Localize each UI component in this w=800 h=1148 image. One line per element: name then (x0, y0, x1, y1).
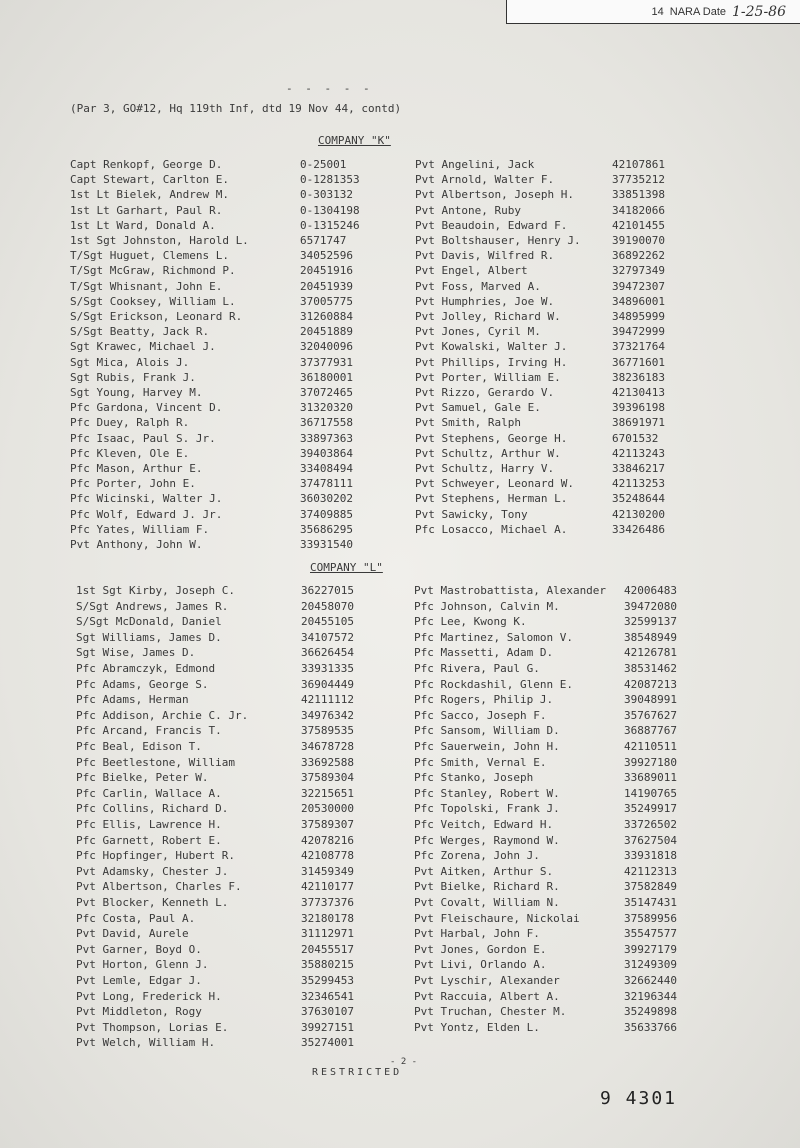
soldier-name: Pfc Gardona, Vincent D. (70, 401, 223, 415)
roster-row (0, 280, 800, 293)
soldier-name: Pvt Stephens, Herman L. (415, 492, 568, 506)
soldier-name: Pvt Schweyer, Leonard W. (415, 477, 574, 491)
roster-row (0, 912, 800, 925)
serial-number: 36227015 (301, 584, 354, 597)
roster-row (0, 724, 800, 737)
soldier-name: S/Sgt McDonald, Daniel (76, 615, 222, 629)
soldier-name: Pfc Beetlestone, William (76, 755, 235, 769)
serial-number: 37582849 (624, 880, 677, 894)
roster-row (0, 958, 800, 971)
serial-number: 34107572 (301, 630, 354, 644)
roster-row (0, 508, 800, 521)
soldier-name: 1st Sgt Kirby, Joseph C. (76, 584, 235, 597)
company-k-title: COMPANY "K" (318, 134, 391, 147)
roster-row (0, 631, 800, 644)
soldier-name: Pvt Truchan, Chester M. (414, 1005, 567, 1019)
soldier-name: Pvt Yontz, Elden L. (414, 1020, 540, 1034)
soldier-name: Pvt David, Aurele (76, 927, 189, 941)
soldier-name: Pfc Johnson, Calvin M. (414, 599, 560, 613)
document-number: 9 4301 (600, 1088, 678, 1109)
soldier-name: Pvt Humphries, Joe W. (415, 294, 555, 308)
roster-row (0, 295, 800, 308)
serial-number: 35299453 (301, 974, 354, 987)
serial-number: 39472307 (612, 279, 665, 293)
serial-number: 37589956 (624, 911, 677, 925)
roster-row (0, 386, 800, 399)
roster-row (0, 416, 800, 429)
soldier-name: Pvt Horton, Glenn J. (76, 958, 209, 972)
soldier-name: Pfc Arcand, Francis T. (76, 724, 222, 738)
roster-row (0, 432, 800, 445)
roster-row (0, 771, 800, 784)
soldier-name: Pvt Arnold, Walter F. (415, 173, 555, 187)
serial-number: 35249898 (624, 1005, 677, 1019)
roster-row (0, 462, 800, 475)
serial-number: 0-1304198 (300, 203, 360, 217)
roster-row (0, 927, 800, 940)
roster-row (0, 662, 800, 675)
roster-row (0, 834, 800, 847)
serial-number: 42087213 (624, 677, 677, 691)
soldier-name: Pfc Wolf, Edward J. Jr. (70, 507, 223, 521)
roster-row (0, 492, 800, 505)
soldier-name: Pfc Addison, Archie C. Jr. (76, 708, 249, 722)
serial-number: 32040096 (300, 340, 353, 354)
soldier-name: Pvt Fleischaure, Nickolai (414, 911, 580, 925)
soldier-name: Sgt Mica, Alois J. (70, 355, 190, 369)
roster-row (0, 865, 800, 878)
document-header: (Par 3, GO#12, Hq 119th Inf, dtd 19 Nov 44, contd) (70, 102, 402, 115)
soldier-name: Pvt Mastrobattista, Alexander (414, 584, 607, 597)
roster-row (0, 896, 800, 909)
roster-row (0, 219, 800, 232)
soldier-name: Capt Renkopf, George D. (70, 158, 223, 171)
soldier-name: Pfc Beal, Edison T. (76, 740, 202, 753)
roster-row (0, 447, 800, 460)
serial-number: 0-1315246 (300, 218, 360, 232)
soldier-name: Pvt Sawicky, Tony (415, 507, 528, 521)
serial-number: 36887767 (624, 724, 677, 738)
soldier-name: Pvt Welch, William H. (76, 1036, 216, 1050)
serial-number: 33408494 (300, 462, 353, 475)
roster-row (0, 234, 800, 247)
serial-number: 0-303132 (300, 188, 353, 202)
soldier-name: Pfc Ellis, Lawrence H. (76, 818, 222, 831)
soldier-name: Pvt Engel, Albert (415, 264, 528, 278)
soldier-name: Pvt Bielke, Richard R. (414, 880, 560, 894)
serial-number: 42101455 (612, 218, 665, 232)
roster-row (0, 787, 800, 800)
roster-row (0, 849, 800, 862)
serial-number: 35767627 (624, 708, 677, 722)
roster-row (0, 173, 800, 186)
serial-number: 0-1281353 (300, 173, 360, 187)
roster-row (0, 756, 800, 769)
serial-number: 35547577 (624, 927, 677, 941)
serial-number: 37321764 (612, 340, 665, 354)
serial-number: 33897363 (300, 431, 353, 445)
serial-number: 37478111 (300, 477, 353, 491)
roster-row (0, 325, 800, 338)
soldier-name: Pfc Martinez, Salomon V. (414, 630, 573, 644)
serial-number: 20451889 (300, 325, 353, 339)
soldier-name: Pvt Albertson, Joseph H. (415, 188, 574, 202)
serial-number: 0-25001 (300, 158, 347, 171)
soldier-name: T/Sgt Huguet, Clemens L. (70, 249, 229, 263)
serial-number: 33426486 (612, 522, 665, 536)
serial-number: 34895999 (612, 310, 665, 323)
soldier-name: Pfc Lee, Kwong K. (414, 615, 527, 629)
soldier-name: Pvt Thompson, Lorias E. (76, 1020, 229, 1034)
serial-number: 39927180 (624, 755, 677, 769)
soldier-name: Pvt Garner, Boyd O. (76, 942, 202, 956)
soldier-name: Pvt Harbal, John F. (414, 927, 540, 941)
serial-number: 36904449 (301, 677, 354, 691)
serial-number: 42110177 (301, 880, 354, 894)
serial-number: 35686295 (300, 522, 353, 536)
roster-row (0, 249, 800, 262)
serial-number: 37630107 (301, 1005, 354, 1019)
soldier-name: Pvt Anthony, John W. (70, 538, 203, 551)
serial-number: 31459349 (301, 864, 354, 878)
serial-number: 14190765 (624, 786, 677, 800)
soldier-name: Pfc Topolski, Frank J. (414, 802, 560, 816)
soldier-name: Pfc Bielke, Peter W. (76, 771, 209, 785)
soldier-name: Pfc Wicinski, Walter J. (70, 492, 223, 506)
roster-row (0, 974, 800, 987)
roster-row (0, 401, 800, 414)
serial-number: 42110511 (624, 740, 677, 753)
serial-number: 36030202 (300, 492, 353, 506)
serial-number: 36717558 (300, 416, 353, 430)
roster-row (0, 188, 800, 201)
roster-row (0, 990, 800, 1003)
soldier-name: Pfc Rockdashil, Glenn E. (414, 677, 573, 691)
serial-number: 37735212 (612, 173, 665, 187)
serial-number: 42112313 (624, 864, 677, 878)
roster-row (0, 1021, 800, 1034)
serial-number: 33851398 (612, 188, 665, 202)
soldier-name: Pvt Jones, Gordon E. (414, 942, 547, 956)
serial-number: 42107861 (612, 158, 665, 171)
roster-row (0, 523, 800, 536)
serial-number: 35248644 (612, 492, 665, 506)
serial-number: 32599137 (624, 615, 677, 629)
soldier-name: Pvt Livi, Orlando A. (414, 958, 547, 972)
soldier-name: Pvt Albertson, Charles F. (76, 880, 242, 894)
serial-number: 36771601 (612, 355, 665, 369)
serial-number: 37409885 (300, 507, 353, 521)
soldier-name: Pfc Adams, George S. (76, 677, 209, 691)
soldier-name: Pvt Middleton, Rogy (76, 1005, 202, 1019)
serial-number: 34052596 (300, 249, 353, 263)
serial-number: 32662440 (624, 974, 677, 987)
roster-row (0, 678, 800, 691)
soldier-name: Pvt Jolley, Richard W. (415, 310, 561, 323)
soldier-name: Pvt Schultz, Arthur W. (415, 446, 561, 460)
soldier-name: Pfc Veitch, Edward H. (414, 818, 554, 831)
soldier-name: Pfc Adams, Herman (76, 693, 189, 707)
serial-number: 37589307 (301, 818, 354, 831)
soldier-name: Pfc Rivera, Paul G. (414, 662, 540, 675)
serial-number: 42108778 (301, 849, 354, 863)
serial-number: 38236183 (612, 370, 665, 384)
soldier-name: Pvt Lemle, Edgar J. (76, 974, 202, 987)
soldier-name: Pfc Massetti, Adam D. (414, 646, 554, 660)
soldier-name: Pfc Stanley, Robert W. (414, 786, 560, 800)
serial-number: 37737376 (301, 896, 354, 909)
serial-number: 35147431 (624, 896, 677, 909)
roster-row (0, 340, 800, 353)
serial-number: 34976342 (301, 708, 354, 722)
soldier-name: Pfc Sauerwein, John H. (414, 740, 560, 753)
serial-number: 42113253 (612, 477, 665, 491)
roster-row (0, 615, 800, 628)
soldier-name: Pvt Samuel, Gale E. (415, 401, 541, 415)
serial-number: 33931335 (301, 662, 354, 675)
serial-number: 42113243 (612, 446, 665, 460)
soldier-name: Sgt Krawec, Michael J. (70, 340, 216, 354)
soldier-name: Pvt Beaudoin, Edward F. (415, 218, 568, 232)
serial-number: 31112971 (301, 927, 354, 941)
soldier-name: Pvt Boltshauser, Henry J. (415, 234, 581, 247)
roster-row (0, 880, 800, 893)
serial-number: 34896001 (612, 294, 665, 308)
soldier-name: Pvt Phillips, Irving H. (415, 355, 568, 369)
stamp-label: NARA Date (669, 5, 726, 18)
serial-number: 39472080 (624, 599, 677, 613)
serial-number: 39396198 (612, 401, 665, 415)
serial-number: 42126781 (624, 646, 677, 660)
roster-row (0, 646, 800, 659)
header-dashes: - - - - - (286, 82, 373, 95)
serial-number: 35880215 (301, 958, 354, 972)
roster-row (0, 802, 800, 815)
roster-row (0, 693, 800, 706)
soldier-name: Pvt Stephens, George H. (415, 431, 568, 445)
serial-number: 39927179 (624, 942, 677, 956)
serial-number: 35274001 (301, 1036, 354, 1050)
serial-number: 42130413 (612, 386, 665, 399)
soldier-name: T/Sgt McGraw, Richmond P. (70, 264, 236, 278)
serial-number: 39048991 (624, 693, 677, 707)
roster-row (0, 538, 800, 551)
soldier-name: Pfc Zorena, John J. (414, 849, 540, 863)
serial-number: 33692588 (301, 755, 354, 769)
serial-number: 33846217 (612, 462, 665, 475)
roster-row (0, 310, 800, 323)
serial-number: 42078216 (301, 833, 354, 847)
soldier-name: S/Sgt Beatty, Jack R. (70, 325, 210, 339)
soldier-name: Pfc Losacco, Michael A. (415, 522, 568, 536)
serial-number: 20451939 (300, 279, 353, 293)
soldier-name: 1st Lt Ward, Donald A. (70, 218, 216, 232)
serial-number: 6571747 (300, 234, 347, 247)
soldier-name: Pfc Werges, Raymond W. (414, 833, 560, 847)
serial-number: 20530000 (301, 802, 354, 816)
serial-number: 39403864 (300, 446, 353, 460)
roster-row (0, 356, 800, 369)
soldier-name: 1st Sgt Johnston, Harold L. (70, 234, 249, 247)
roster-row (0, 600, 800, 613)
soldier-name: S/Sgt Erickson, Leonard R. (70, 310, 243, 323)
soldier-name: Sgt Wise, James D. (76, 646, 196, 660)
serial-number: 31249309 (624, 958, 677, 972)
serial-number: 33931818 (624, 849, 677, 863)
serial-number: 33931540 (300, 538, 353, 551)
soldier-name: Pfc Stanko, Joseph (414, 771, 534, 785)
soldier-name: Pfc Yates, William F. (70, 522, 210, 536)
soldier-name: Pvt Porter, William E. (415, 370, 561, 384)
soldier-name: Pfc Hopfinger, Hubert R. (76, 849, 235, 863)
soldier-name: Pfc Rogers, Philip J. (414, 693, 554, 707)
soldier-name: T/Sgt Whisnant, John E. (70, 279, 223, 293)
soldier-name: Pfc Garnett, Robert E. (76, 833, 222, 847)
serial-number: 37005775 (300, 294, 353, 308)
serial-number: 37377931 (300, 355, 353, 369)
roster-row (0, 943, 800, 956)
serial-number: 37627504 (624, 833, 677, 847)
soldier-name: Pfc Isaac, Paul S. Jr. (70, 431, 216, 445)
serial-number: 39190070 (612, 234, 665, 247)
serial-number: 37589304 (301, 771, 354, 785)
serial-number: 35249917 (624, 802, 677, 816)
soldier-name: Pvt Raccuia, Albert A. (414, 989, 560, 1003)
roster-row (0, 818, 800, 831)
soldier-name: Pfc Kleven, Ole E. (70, 446, 190, 460)
serial-number: 20455105 (301, 615, 354, 629)
serial-number: 20455517 (301, 942, 354, 956)
serial-number: 37072465 (300, 386, 353, 399)
serial-number: 6701532 (612, 431, 659, 445)
soldier-name: Pvt Covalt, William N. (414, 896, 560, 909)
soldier-name: Pfc Abramczyk, Edmond (76, 662, 216, 675)
company-l-title: COMPANY "L" (310, 561, 383, 574)
soldier-name: Pvt Angelini, Jack (415, 158, 535, 171)
soldier-name: Pvt Antone, Ruby (415, 203, 521, 217)
serial-number: 31260884 (300, 310, 353, 323)
soldier-name: Pfc Collins, Richard D. (76, 802, 229, 816)
serial-number: 32180178 (301, 911, 354, 925)
nara-declassification-stamp (506, 0, 800, 24)
serial-number: 39472999 (612, 325, 665, 339)
serial-number: 42006483 (624, 584, 677, 597)
soldier-name: Pfc Costa, Paul A. (76, 911, 196, 925)
soldier-name: Pvt Blocker, Kenneth L. (76, 896, 229, 909)
soldier-name: Sgt Young, Harvey M. (70, 386, 203, 399)
serial-number: 38691971 (612, 416, 665, 430)
soldier-name: Pvt Lyschir, Alexander (414, 974, 560, 987)
roster-row (0, 740, 800, 753)
serial-number: 39927151 (301, 1020, 354, 1034)
roster-row (0, 204, 800, 217)
soldier-name: 1st Lt Garhart, Paul R. (70, 203, 223, 217)
soldier-name: Pvt Smith, Ralph (415, 416, 521, 430)
soldier-name: Pfc Mason, Arthur E. (70, 462, 203, 475)
page-marker: - 2 - (390, 1057, 418, 1067)
roster-row (0, 158, 800, 171)
soldier-name: Pvt Foss, Marved A. (415, 279, 541, 293)
serial-number: 42130200 (612, 507, 665, 521)
roster-row (0, 371, 800, 384)
roster-row (0, 1005, 800, 1018)
soldier-name: Pvt Aitken, Arthur S. (414, 864, 554, 878)
serial-number: 32346541 (301, 989, 354, 1003)
soldier-name: S/Sgt Cooksey, William L. (70, 294, 236, 308)
soldier-name: Pvt Jones, Cyril M. (415, 325, 541, 339)
serial-number: 38531462 (624, 662, 677, 675)
stamp-date: 1-25-86 (732, 3, 786, 20)
roster-row (0, 264, 800, 277)
stamp-prefix: 14 (651, 5, 664, 18)
soldier-name: Pvt Davis, Wilfred R. (415, 249, 555, 263)
serial-number: 35633766 (624, 1020, 677, 1034)
soldier-name: Pvt Schultz, Harry V. (415, 462, 555, 475)
serial-number: 42111112 (301, 693, 354, 707)
serial-number: 34182066 (612, 203, 665, 217)
serial-number: 33726502 (624, 818, 677, 831)
roster-row (0, 1036, 800, 1049)
soldier-name: 1st Lt Bielek, Andrew M. (70, 188, 229, 202)
soldier-name: Sgt Rubis, Frank J. (70, 370, 196, 384)
soldier-name: Pfc Smith, Vernal E. (414, 755, 547, 769)
serial-number: 20451916 (300, 264, 353, 278)
serial-number: 32215651 (301, 786, 354, 800)
roster-row (0, 584, 800, 597)
serial-number: 31320320 (300, 401, 353, 415)
serial-number: 36892262 (612, 249, 665, 263)
serial-number: 32797349 (612, 264, 665, 278)
serial-number: 33689011 (624, 771, 677, 785)
soldier-name: Pvt Long, Frederick H. (76, 989, 222, 1003)
soldier-name: Pvt Rizzo, Gerardo V. (415, 386, 555, 399)
roster-row (0, 477, 800, 490)
serial-number: 32196344 (624, 989, 677, 1003)
soldier-name: Pfc Carlin, Wallace A. (76, 786, 222, 800)
soldier-name: Sgt Williams, James D. (76, 630, 222, 644)
soldier-name: Pvt Kowalski, Walter J. (415, 340, 568, 354)
serial-number: 38548949 (624, 630, 677, 644)
serial-number: 36626454 (301, 646, 354, 660)
soldier-name: Capt Stewart, Carlton E. (70, 173, 229, 187)
serial-number: 20458070 (301, 599, 354, 613)
serial-number: 37589535 (301, 724, 354, 738)
soldier-name: Pfc Sacco, Joseph F. (414, 708, 547, 722)
soldier-name: Pfc Porter, John E. (70, 477, 196, 491)
roster-row (0, 709, 800, 722)
soldier-name: Pfc Duey, Ralph R. (70, 416, 190, 430)
serial-number: 34678728 (301, 740, 354, 753)
serial-number: 36180001 (300, 370, 353, 384)
restricted-marking: RESTRICTED (312, 1067, 403, 1078)
soldier-name: S/Sgt Andrews, James R. (76, 599, 229, 613)
soldier-name: Pfc Sansom, William D. (414, 724, 560, 738)
soldier-name: Pvt Adamsky, Chester J. (76, 864, 229, 878)
